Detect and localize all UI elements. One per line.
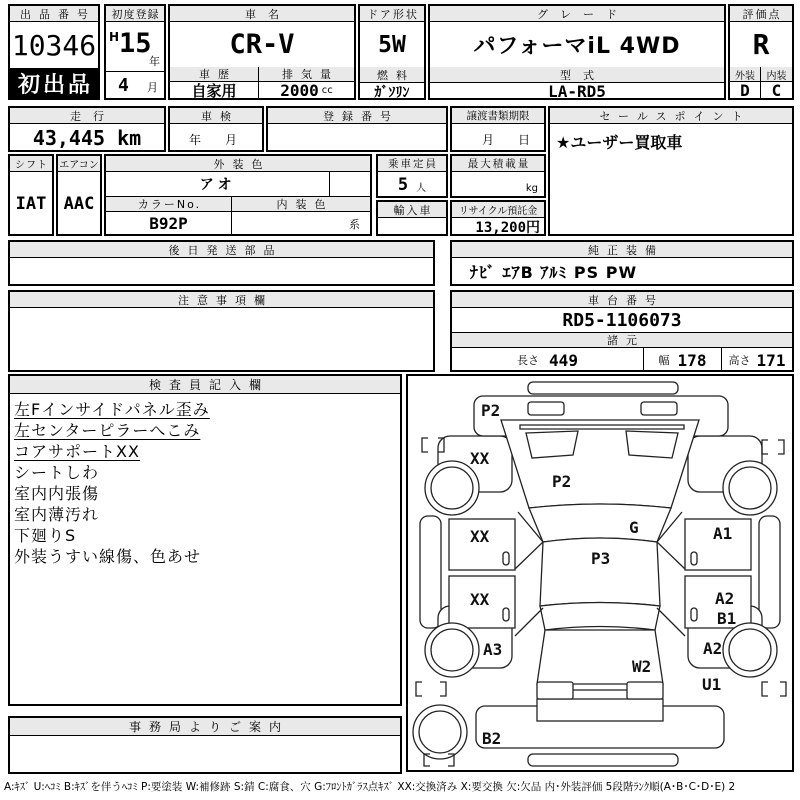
recycle-deposit-box (450, 200, 546, 236)
transfer-docs-value: 月 日 (481, 133, 536, 147)
sales-point-value: ★ユーザー買取車 (556, 133, 683, 152)
capacity-box (376, 154, 448, 198)
exterior-color-subcell (330, 172, 370, 196)
damage-label-right-front-door: A1 (713, 524, 733, 543)
era-letter: H (109, 30, 120, 44)
damage-label-left-front-fender: XX (470, 449, 490, 468)
color-no-header: カラーNo. (106, 197, 232, 212)
car-name-value: CR-V (229, 29, 295, 60)
history-header: 車歴 (170, 67, 259, 82)
right-rear-wheel-inner (729, 629, 771, 671)
left-c-pillar-line (515, 608, 543, 636)
max-load-header: 最大積載量 (452, 156, 544, 172)
height-label: 高さ (728, 354, 751, 367)
interior-color-header: 内装色 (232, 197, 370, 212)
left-rear-wheel-inner (431, 629, 473, 671)
mileage-header: 走行 (10, 108, 164, 124)
model-code-header: 型式 (430, 67, 724, 83)
chassis-value: RD5-1106073 (452, 308, 792, 333)
exterior-rating-header: 外装 (730, 67, 761, 82)
shaken-box (168, 106, 264, 152)
shift-box (8, 154, 54, 236)
inspector-note: 外装うすい線傷、色あせ (14, 547, 202, 566)
rating-box (728, 4, 794, 100)
capacity-header: 乗車定員 (378, 156, 446, 172)
grade-header: グレード (430, 6, 724, 22)
inspector-note: 室内内張傷 (14, 484, 100, 503)
aircon-value: AAC (63, 193, 95, 214)
length-value: 449 (549, 350, 578, 370)
month-suffix: 月 (147, 81, 158, 94)
right-c-pillar-line (657, 608, 685, 636)
left-sill-shape (420, 516, 441, 628)
height-value: 171 (756, 350, 786, 370)
rear-window-shape (540, 603, 660, 631)
model-code-value: LA-RD5 (548, 82, 606, 101)
rating-value: R (752, 28, 770, 61)
shift-value: IAT (15, 193, 47, 214)
right-headlight-slot (641, 402, 677, 415)
left-rear-door-handle (503, 608, 509, 621)
displacement-unit: cc (321, 85, 333, 96)
inspector-notes-box (8, 374, 402, 706)
exterior-color-header: 外装色 (106, 156, 370, 172)
caution-value (10, 308, 433, 371)
door-shape-value: 5W (378, 31, 406, 58)
import-car-value (378, 218, 446, 235)
damage-label-rear-bumper: B2 (482, 729, 502, 748)
car-top-view-diagram (408, 376, 792, 770)
car-name-header: 車名 (170, 6, 354, 22)
left-front-door-handle (503, 552, 509, 565)
genuine-equipment-header: 純正装備 (452, 242, 792, 258)
door-shape-box (358, 4, 426, 100)
right-sill-shape (759, 516, 780, 628)
inspector-note: シートしわ (14, 463, 100, 482)
inspector-note: コアサポートXX (14, 442, 140, 461)
genuine-equipment-value: ﾅﾋﾞ ｴｱB ｱﾙﾐ PS PW (470, 263, 638, 282)
registration-number-value (268, 124, 446, 151)
first-registration-header: 初度登録 (106, 6, 164, 22)
first-registration-month-cell (106, 72, 164, 99)
rear-panel-shape (537, 699, 663, 721)
cowl-strip (520, 425, 684, 429)
right-taillight-shape (627, 682, 663, 699)
office-info-box (8, 716, 402, 774)
registration-number-header: 登録番号 (268, 108, 446, 124)
interior-rating-header: 内装 (761, 67, 792, 82)
length-label: 長さ (517, 354, 540, 367)
damage-label-right-rear-door: A2 (715, 589, 735, 608)
year-suffix: 年 (149, 55, 160, 68)
registration-number-box (266, 106, 448, 152)
right-front-wheel-inner (729, 467, 771, 509)
inspector-note: 左センターピラーへこみ (14, 421, 201, 440)
left-cowl-vent (526, 431, 578, 458)
first-listing-badge: 初出品 (10, 68, 98, 99)
damage-label-rear-gate: W2 (632, 657, 652, 676)
chassis-header: 車台番号 (452, 292, 792, 308)
right-front-door-handle (691, 552, 697, 565)
aircon-box (56, 154, 102, 236)
import-car-header: 輸入車 (378, 202, 446, 218)
grade-value: パフォーマiL 4WD (473, 34, 681, 59)
damage-label-right-rear-door-lower: B1 (717, 609, 737, 628)
shaken-value: 年 月 (188, 133, 243, 147)
sales-point-header: セールスポイント (550, 108, 792, 124)
rear-edge-strip (528, 754, 678, 766)
registration-year: 15 (119, 28, 152, 59)
recycle-deposit-header: リサイクル預託金 (452, 202, 544, 218)
displacement-header: 排気量 (259, 67, 354, 82)
windshield-shape (529, 504, 671, 542)
later-parts-header: 後日発送部品 (10, 242, 433, 258)
registration-month: 4 (118, 75, 129, 96)
history-value: 自家用 (170, 82, 259, 99)
fuel-header: 燃料 (360, 67, 424, 83)
later-parts-box (8, 240, 435, 286)
max-load-unit: kg (525, 183, 538, 194)
shaken-header: 車検 (170, 108, 262, 124)
left-headlight-slot (528, 402, 564, 415)
lot-number-value: 10346 (11, 28, 97, 62)
first-registration-year-cell (106, 22, 164, 72)
capacity-unit: 人 (416, 183, 427, 194)
inspector-note: 下廻りS (14, 526, 77, 545)
right-cowl-vent (626, 431, 678, 458)
damage-label-right-rear-fender: A2 (703, 639, 723, 658)
lot-number-header: 出品番号 (10, 6, 98, 22)
transfer-docs-box (450, 106, 546, 152)
damage-label-windshield: G (629, 518, 639, 537)
damage-label-hood: P2 (552, 472, 572, 491)
inspector-note: 左Fインサイドパネル歪み (14, 400, 210, 419)
displacement-value: 2000 (280, 81, 319, 100)
damage-label-left-rear-door: XX (470, 590, 490, 609)
damage-label-left-front-door: XX (470, 527, 490, 546)
sales-point-box (548, 106, 794, 236)
left-front-wheel-inner (431, 467, 473, 509)
chassis-box (450, 290, 794, 372)
damage-label-left-rear-fender: A3 (483, 640, 503, 659)
office-info-header: 事務局よりご案内 (10, 718, 400, 736)
later-parts-value (10, 258, 433, 285)
capacity-value: 5 (397, 174, 409, 195)
inspector-note: 室内薄汚れ (14, 505, 100, 524)
caution-box (8, 290, 435, 372)
genuine-equipment-box (450, 240, 794, 286)
car-name-box (168, 4, 356, 100)
exterior-rating-value: D (730, 82, 761, 99)
max-load-box (450, 154, 546, 198)
left-taillight-shape (537, 682, 573, 699)
office-info-value (10, 736, 400, 773)
damage-label-roof: P3 (591, 549, 611, 568)
import-car-box (376, 200, 448, 236)
exterior-color-value: アオ (106, 172, 330, 196)
spare-tire-inner (419, 711, 461, 753)
grade-box (428, 4, 726, 100)
damage-label-front-bumper: P2 (481, 401, 501, 420)
transfer-docs-header: 譲渡書類期限 (452, 108, 544, 124)
interior-color-value: 系 (349, 218, 360, 231)
damage-label-right-rear-corner: U1 (702, 675, 722, 694)
interior-rating-value: C (771, 81, 782, 100)
damage-diagram-box (406, 374, 794, 772)
width-label: 幅 (658, 354, 670, 367)
fuel-value: ｶﾞｿﾘﾝ (374, 84, 410, 101)
damage-code-legend: A:ｷｽﾞ U:ﾍｺﾐ B:ｷｽﾞを伴うﾍｺﾐ P:要塗装 W:補修跡 S:錆 C:腐食、穴 G:ﾌﾛﾝﾄｶﾞﾗｽ点ｷｽﾞ XX:交換済み X:要交換 欠:欠品 内･外装評価 5段階ﾗﾝｸ順(A･B･C･D･E) 2 (4, 781, 736, 793)
aircon-header: エアコン (58, 156, 100, 172)
shift-header: シフト (10, 156, 52, 172)
mileage-value: 43,445 km (32, 125, 142, 150)
rating-header: 評価点 (730, 6, 792, 22)
width-value: 178 (677, 350, 707, 370)
color-no-value: B92P (106, 212, 232, 235)
first-registration-box (104, 4, 166, 100)
front-edge-strip (528, 382, 678, 394)
lot-number-box (8, 4, 100, 100)
color-box (104, 154, 372, 236)
specs-header: 諸元 (452, 333, 792, 348)
inspector-notes-header: 検査員記入欄 (10, 376, 400, 394)
caution-header: 注意事項欄 (10, 292, 433, 308)
door-shape-header: ドア形状 (360, 6, 424, 22)
right-rear-door-handle (691, 608, 697, 621)
recycle-deposit-value: 13,200円 (475, 219, 540, 236)
mileage-box (8, 106, 166, 152)
